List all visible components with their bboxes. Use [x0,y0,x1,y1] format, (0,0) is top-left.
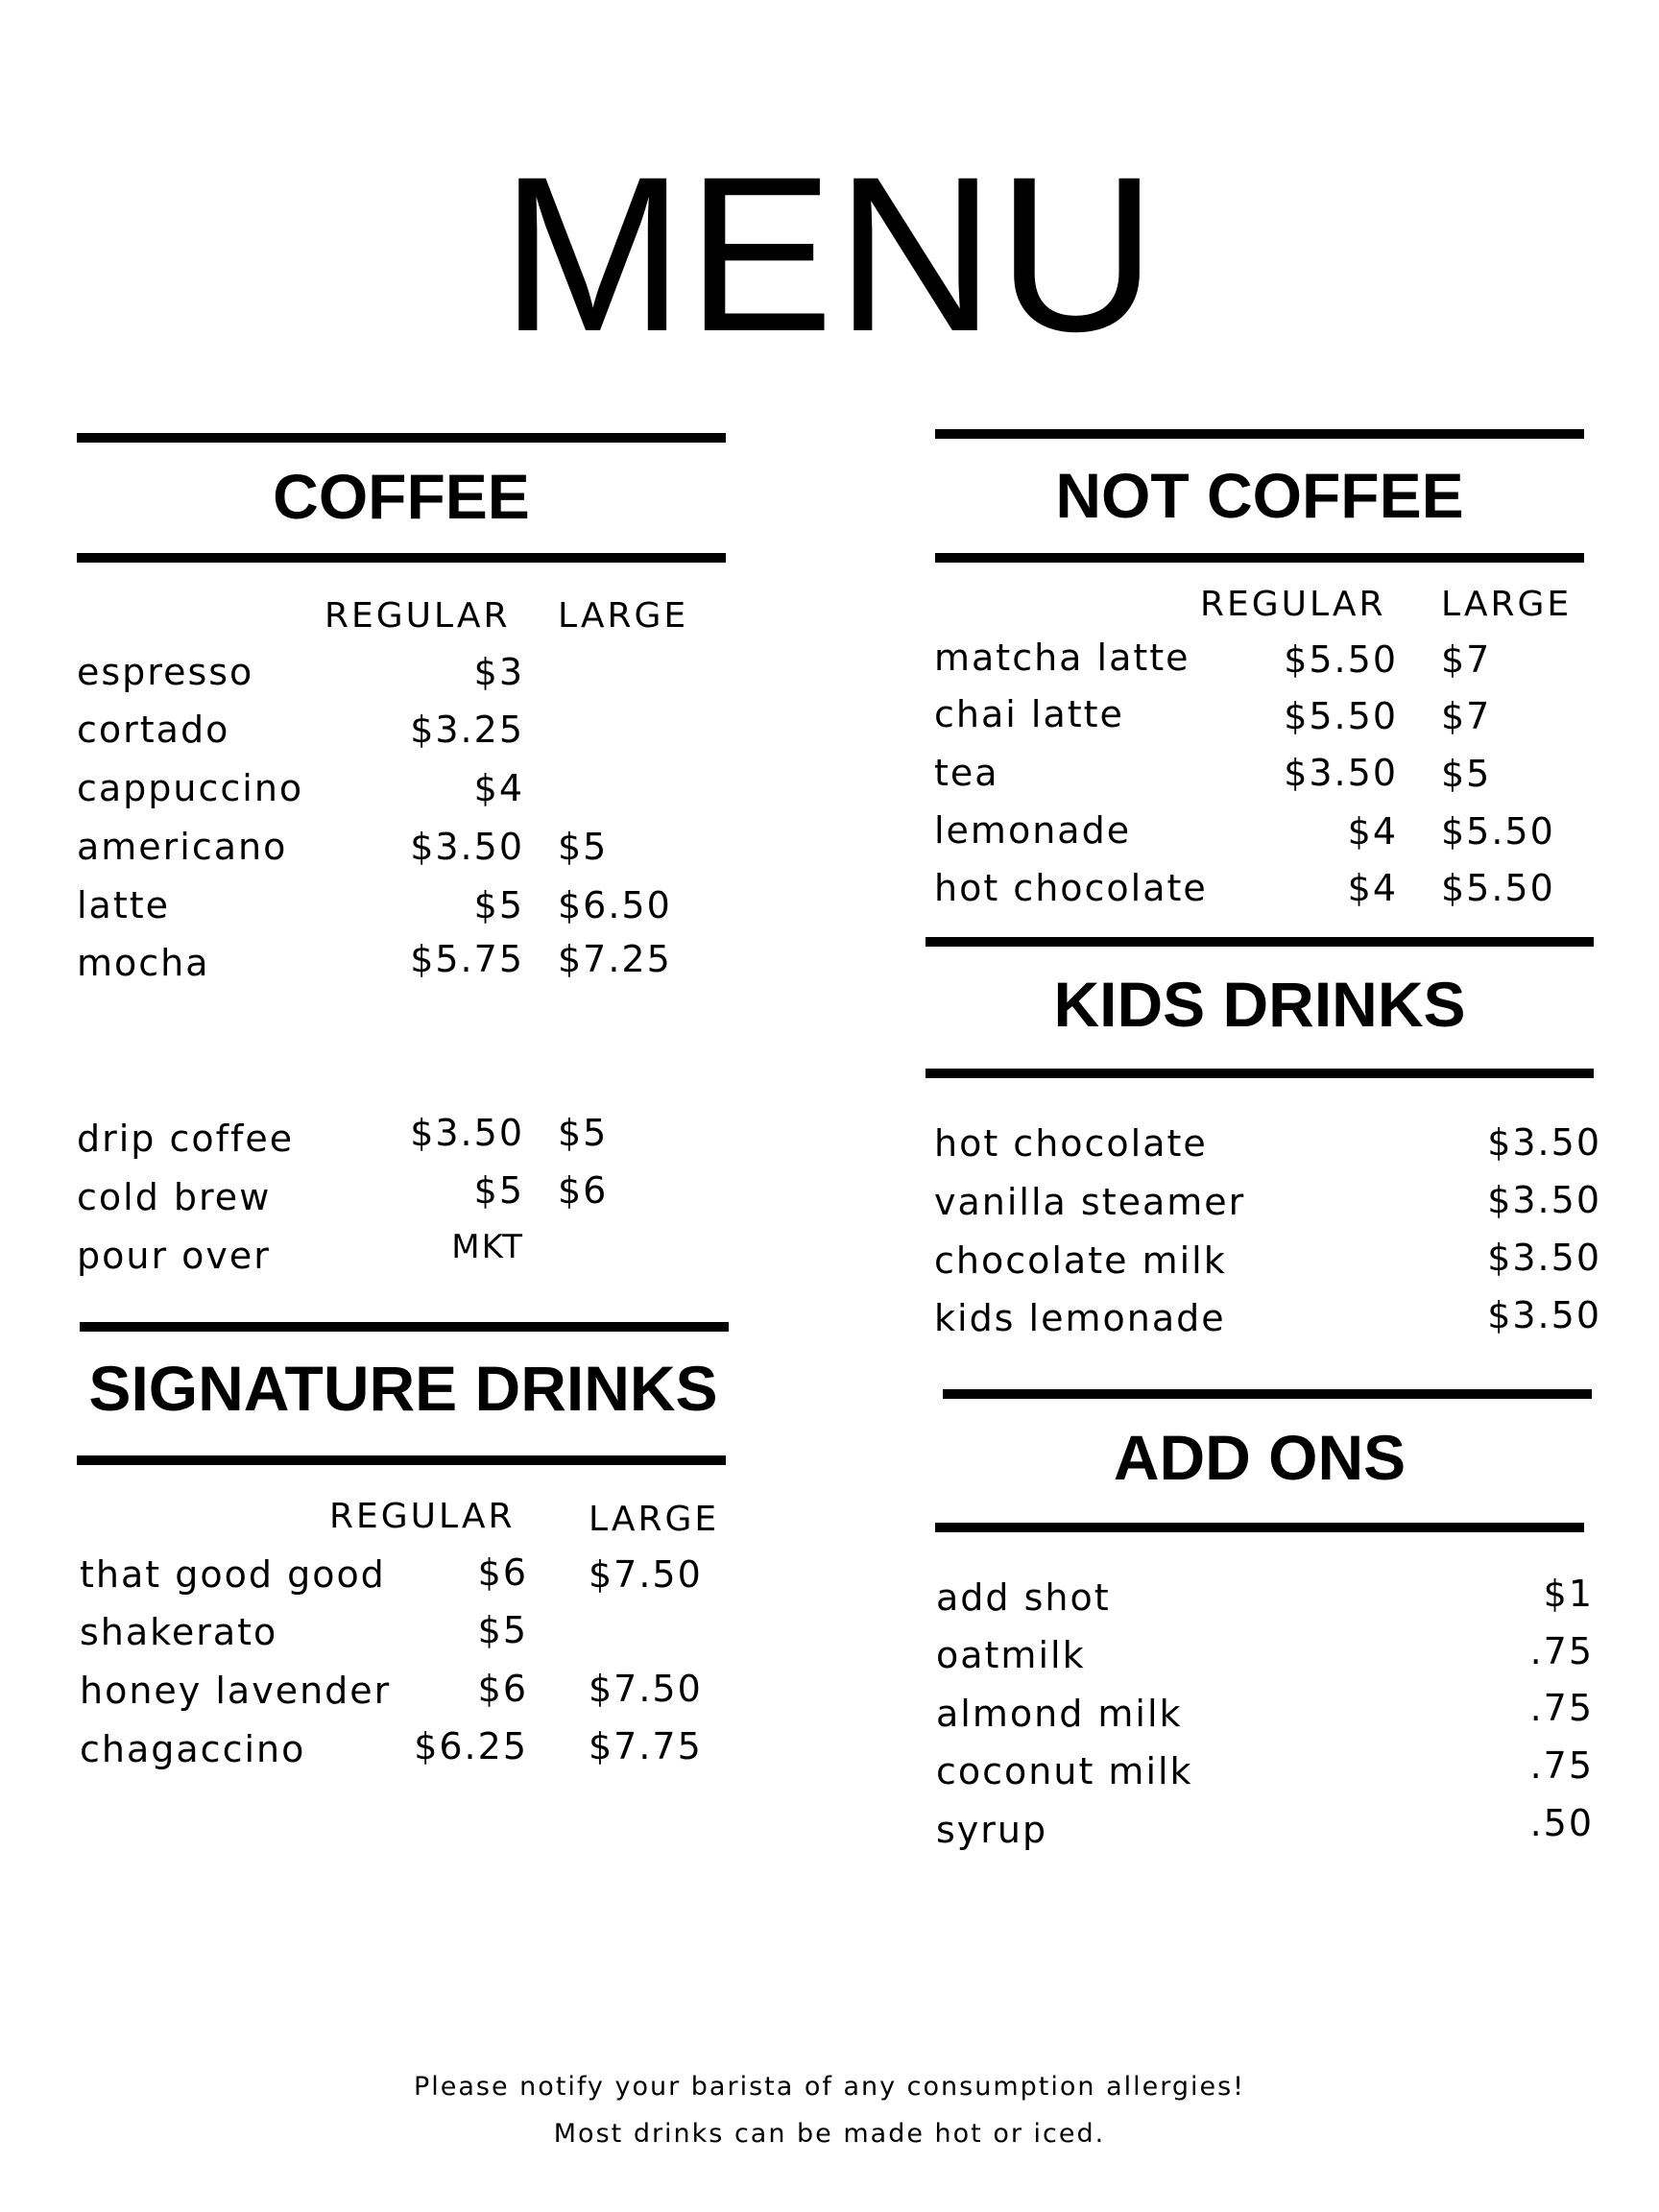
not-coffee-heading: NOT COFFEE [1055,460,1464,531]
item-price-large: $7 [1441,695,1492,737]
item-price-large: $5 [558,1112,609,1154]
menu-title: MENU [500,131,1159,377]
item-name: tea [934,752,999,794]
item-price-large: $7.75 [589,1725,703,1767]
item-name: kids lemonade [934,1297,1226,1339]
item-price-large: $5.50 [1441,867,1555,909]
item-name: honey lavender [80,1670,392,1712]
item-price: $3.50 [1487,1121,1601,1164]
addons-bottom-rule [935,1523,1584,1532]
item-name: matcha latte [934,637,1190,679]
not-coffee-bottom-rule [935,553,1584,563]
item-price-large: $7.25 [558,938,672,980]
signature-bottom-rule [77,1455,726,1465]
item-name: espresso [77,651,254,693]
item-price-regular: $3.50 [1284,752,1398,794]
item-price-large: $6 [558,1169,609,1212]
item-price-regular: $6 [477,1551,528,1594]
kids-top-rule [926,937,1594,947]
item-price-regular: $3.25 [410,709,524,751]
item-price-regular: $4 [1347,867,1398,909]
item-name: almond milk [936,1693,1183,1735]
item-price-regular: $5.50 [1284,638,1398,681]
item-name: syrup [936,1809,1048,1851]
item-price: .75 [1529,1630,1594,1672]
item-name: latte [77,884,171,926]
item-price-regular: $5.50 [1284,695,1398,737]
coffee-heading: COFFEE [273,461,530,532]
item-price-large: $7.50 [589,1668,703,1710]
addons-top-rule [943,1389,1592,1399]
item-price-regular: $5 [477,1609,528,1651]
kids-heading: KIDS DRINKS [1053,969,1466,1040]
kids-bottom-rule [926,1069,1594,1078]
signature-col-regular: REGULAR [329,1497,516,1536]
not-coffee-col-large: LARGE [1441,585,1573,624]
not-coffee-top-rule [935,429,1584,439]
item-price: .75 [1529,1687,1594,1729]
item-price-large: $7.50 [589,1553,703,1596]
item-price-regular: $3 [473,651,524,693]
item-price: $3.50 [1487,1294,1601,1336]
item-price-regular: $3.50 [410,1112,524,1154]
item-name: cold brew [77,1176,272,1218]
item-price: .50 [1529,1802,1594,1844]
item-price-regular: $4 [1347,810,1398,853]
item-price-large: $7 [1441,638,1492,681]
item-price: $3.50 [1487,1179,1601,1221]
item-price-regular: $5 [473,1169,524,1212]
item-price-regular: $5.75 [410,938,524,980]
signature-col-large: LARGE [589,1500,720,1539]
item-name: cortado [77,709,230,751]
item-name: lemonade [934,809,1132,852]
coffee-top-rule [77,433,726,443]
coffee-col-large: LARGE [558,596,689,636]
item-name: hot chocolate [934,867,1208,909]
item-name: that good good [80,1553,386,1596]
item-name: cappuccino [77,767,304,809]
item-price-large: $5 [558,826,609,868]
signature-heading: SIGNATURE DRINKS [88,1353,718,1424]
item-name: coconut milk [936,1750,1193,1792]
item-price-regular: $6 [477,1668,528,1710]
item-name: hot chocolate [934,1122,1208,1165]
coffee-bottom-rule [77,553,726,563]
item-name: add shot [936,1576,1111,1619]
item-price-regular: MKT [451,1228,524,1266]
item-name: oatmilk [936,1634,1086,1676]
item-name: mocha [77,942,210,984]
item-name: chocolate milk [934,1239,1227,1282]
item-price-large: $5 [1441,753,1492,795]
item-name: pour over [77,1235,271,1277]
item-price: $1 [1543,1573,1594,1615]
item-name: shakerato [80,1611,278,1653]
not-coffee-col-regular: REGULAR [1200,585,1386,624]
item-name: americano [77,826,288,868]
item-price-regular: $4 [473,767,524,809]
item-price-regular: $3.50 [410,826,524,868]
item-price-large: $6.50 [558,884,672,926]
item-name: chagaccino [80,1728,306,1770]
signature-top-rule [80,1322,729,1332]
item-price-regular: $5 [473,884,524,926]
allergy-notice: Please notify your barista of any consumption allergies! [413,2072,1246,2102]
item-price-large: $5.50 [1441,810,1555,853]
item-name: chai latte [934,693,1124,735]
item-price: $3.50 [1487,1237,1601,1279]
hot-iced-notice: Most drinks can be made hot or iced. [553,2119,1106,2149]
coffee-col-regular: REGULAR [325,596,511,636]
item-name: drip coffee [77,1118,295,1160]
item-price-regular: $6.25 [414,1725,528,1767]
item-price: .75 [1529,1744,1594,1787]
item-name: vanilla steamer [934,1181,1246,1223]
addons-heading: ADD ONS [1113,1422,1407,1493]
